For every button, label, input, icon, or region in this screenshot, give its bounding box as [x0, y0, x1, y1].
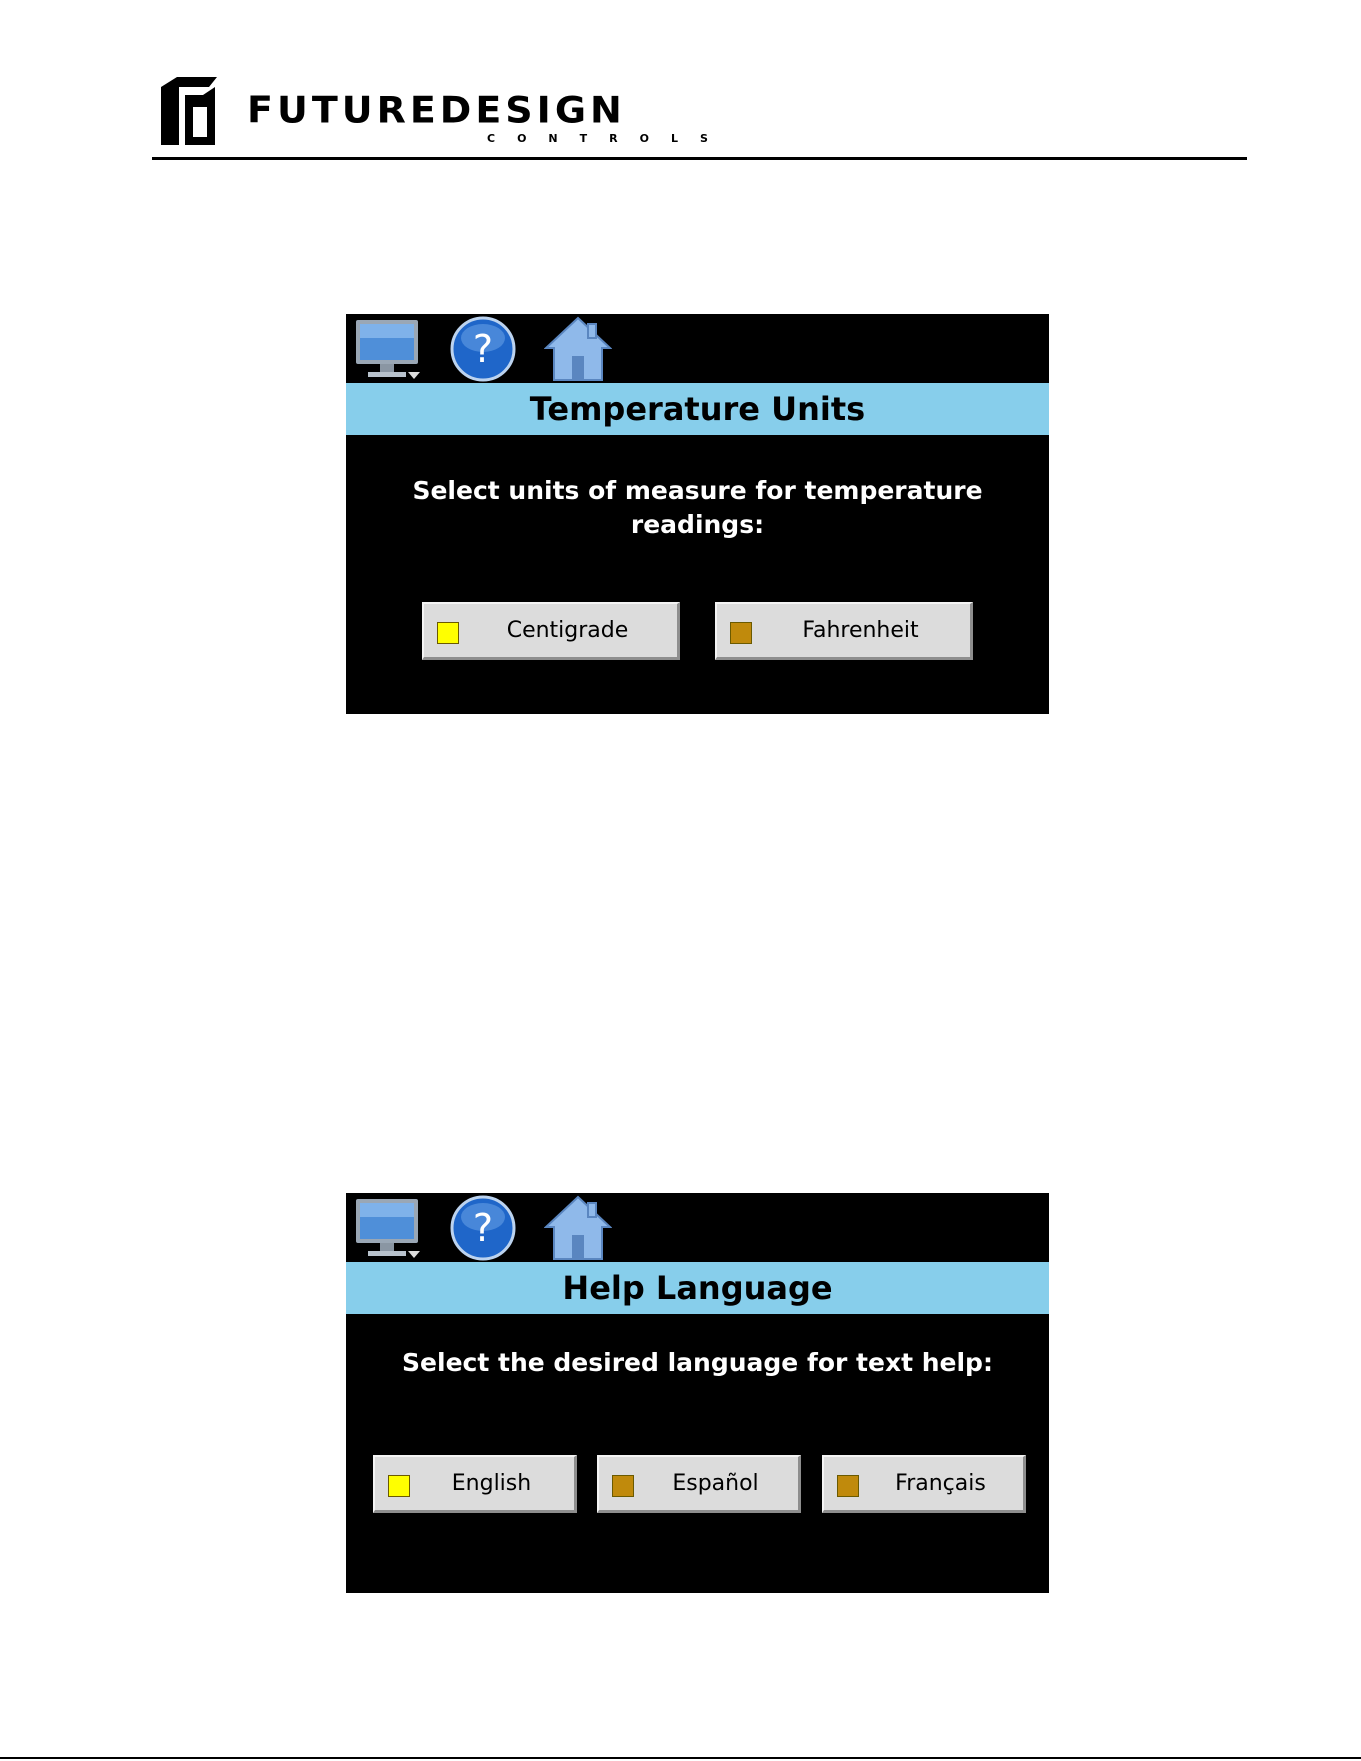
francais-button[interactable]	[822, 1455, 1026, 1513]
screen-title: Help Language	[346, 1262, 1049, 1314]
monitor-icon[interactable]	[354, 1195, 424, 1259]
header-divider	[152, 157, 1247, 160]
button-label: English	[451, 1471, 532, 1496]
selection-indicator	[388, 1475, 410, 1497]
toolbar	[346, 1193, 1049, 1261]
english-button[interactable]	[373, 1455, 577, 1513]
instruction-text: Select the desired language for text help:	[402, 1348, 993, 1377]
footer-divider	[0, 1757, 1361, 1759]
selection-indicator	[612, 1475, 634, 1497]
button-label: Français	[895, 1471, 986, 1496]
centigrade-button[interactable]	[422, 602, 680, 660]
toolbar	[346, 314, 1049, 382]
help-icon[interactable]	[450, 316, 516, 382]
button-label: Centigrade	[506, 618, 629, 643]
svg-text:?: ?	[472, 327, 494, 371]
selection-indicator	[837, 1475, 859, 1497]
brand-wordmark	[247, 89, 730, 150]
espanol-button[interactable]	[597, 1455, 801, 1513]
button-label: Español	[672, 1471, 759, 1496]
brand-name: FUTUREDESIGN	[247, 89, 626, 131]
selection-indicator	[730, 622, 752, 644]
screen-title: Temperature Units	[346, 383, 1049, 435]
instruction-text: Select units of measure for temperature readings:	[412, 476, 983, 539]
monitor-icon[interactable]	[354, 316, 424, 380]
home-icon[interactable]	[544, 316, 612, 382]
help-icon[interactable]	[450, 1195, 516, 1261]
temperature-units-screen	[346, 314, 1049, 714]
company-logo-icon	[157, 77, 219, 145]
fahrenheit-button[interactable]	[715, 602, 973, 660]
help-language-screen	[346, 1193, 1049, 1593]
home-icon[interactable]	[544, 1195, 612, 1261]
brand-subtitle: CONTROLS	[487, 132, 730, 145]
selection-indicator	[437, 622, 459, 644]
svg-text:?: ?	[472, 1206, 494, 1250]
button-label: Fahrenheit	[802, 618, 919, 643]
